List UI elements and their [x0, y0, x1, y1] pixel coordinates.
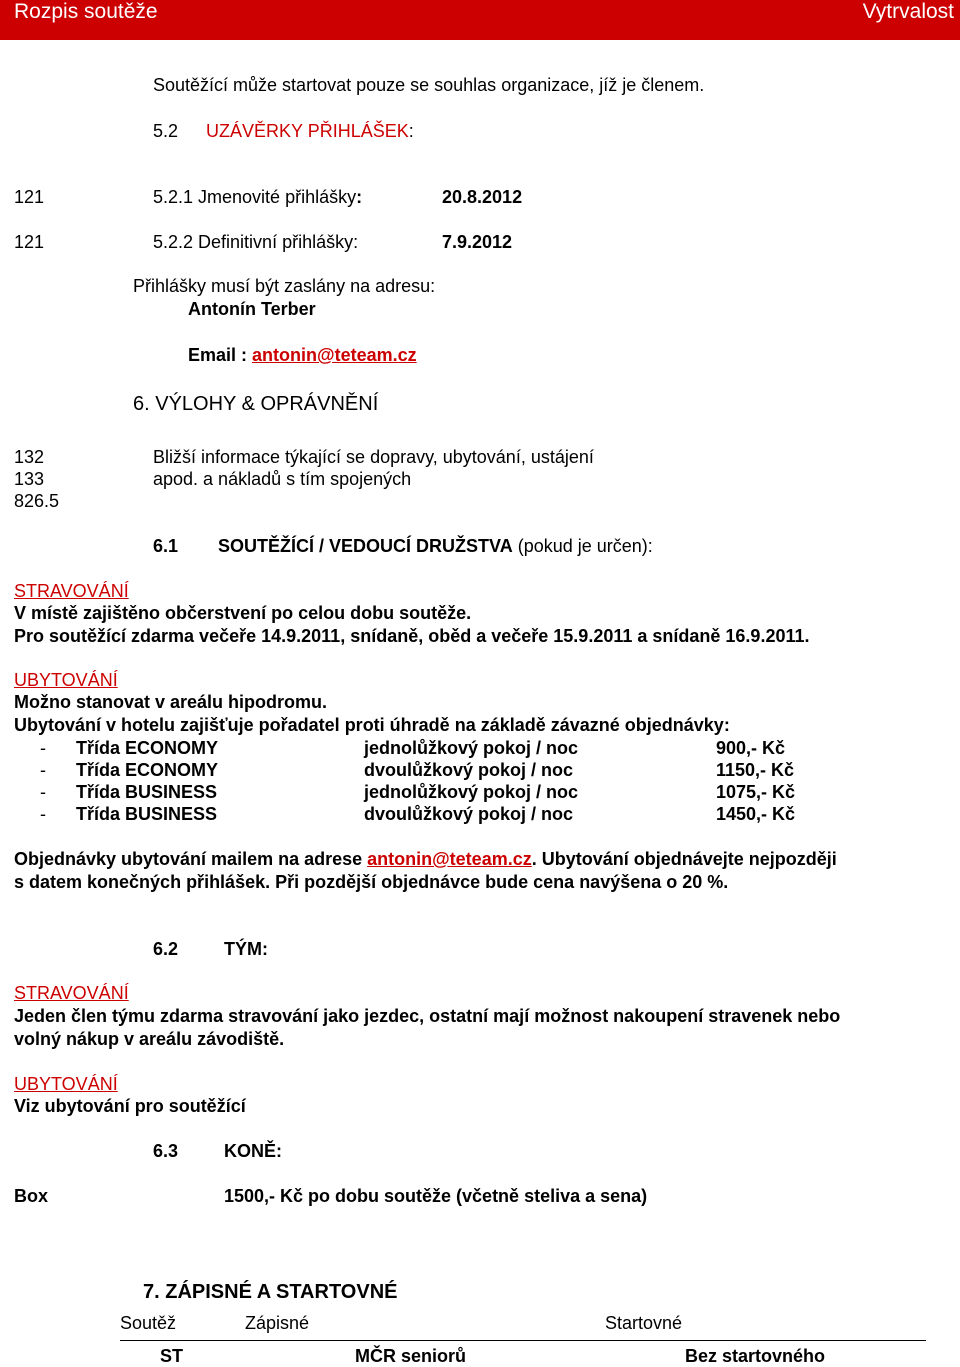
fees-divider: [120, 1340, 926, 1341]
fees-row-entry: MČR seniorů: [355, 1346, 467, 1366]
section-5-2-title: UZÁVĚRKY PŘIHLÁŠEK: [206, 121, 409, 141]
section-6-2-title: TÝM:: [224, 939, 268, 959]
stravovani-1-line-1: V místě zajištěno občerstvení po celou dobu soutěže.: [14, 603, 472, 623]
room-type: jednolůžkový pokoj / noc: [364, 738, 579, 758]
fees-header-competition: Soutěž: [120, 1313, 177, 1333]
order-line-2: s datem konečných přihlášek. Při pozdější objednávce bude cena navýšena o 20 %.: [14, 872, 729, 892]
address-name: Antonín Terber: [188, 299, 316, 319]
deadline-1-label: 5.2.1 Jmenovité přihlášky:: [153, 187, 363, 207]
info-side-2: 133: [14, 469, 45, 489]
section-6-3-title: KONĚ:: [224, 1141, 282, 1161]
info-side-1: 132: [14, 447, 45, 467]
room-type: dvoulůžkový pokoj / noc: [364, 804, 574, 824]
stravovani-2-line-2: volný nákup v areálu závodiště.: [14, 1029, 285, 1049]
info-line-2: apod. a nákladů s tím spojených: [153, 469, 412, 489]
room-class: Třída ECONOMY: [76, 760, 219, 780]
address-line: Přihlášky musí být zaslány na adresu:: [133, 276, 436, 296]
section-7-heading: 7. ZÁPISNÉ A STARTOVNÉ: [143, 1281, 398, 1303]
box-label: Box: [14, 1186, 49, 1206]
section-6-1-title: SOUTĚŽÍCÍ / VEDOUCÍ DRUŽSTVA: [218, 536, 513, 556]
header-title: Rozpis soutěže: [14, 0, 158, 23]
fees-header-entry: Zápisné: [245, 1313, 310, 1333]
deadline-2-side: 121: [14, 232, 45, 252]
header-right: Vytrvalost: [862, 0, 954, 23]
ubytovani-heading-2: UBYTOVÁNÍ: [14, 1074, 118, 1094]
stravovani-heading-2: STRAVOVÁNÍ: [14, 983, 129, 1003]
order-email-link[interactable]: antonin@teteam.cz: [367, 849, 532, 869]
section-6-1-number: 6.1: [153, 536, 179, 556]
fees-header-start: Startovné: [605, 1313, 683, 1333]
stravovani-heading-1: STRAVOVÁNÍ: [14, 581, 129, 601]
section-5-2-number: 5.2: [153, 121, 179, 141]
address-email: Email : antonin@teteam.cz: [188, 345, 417, 365]
stravovani-1-line-2: Pro soutěžící zdarma večeře 14.9.2011, snídaně, oběd a večeře 15.9.2011 a snídaně 16.9.2011.: [14, 626, 810, 646]
section-6-2-number: 6.2: [153, 939, 179, 959]
section-6-1-heading: 6.1 SOUTĚŽÍCÍ / VEDOUCÍ DRUŽSTVA (pokud je určen):: [153, 536, 653, 556]
room-price: 1450,- Kč: [716, 804, 796, 824]
deadline-2-date: 7.9.2012: [442, 232, 513, 252]
room-type: jednolůžkový pokoj / noc: [364, 782, 579, 802]
room-price: 1075,- Kč: [716, 782, 796, 802]
address-email-link[interactable]: antonin@teteam.cz: [252, 345, 417, 365]
room-class: Třída BUSINESS: [76, 804, 218, 824]
room-type: dvoulůžkový pokoj / noc: [364, 760, 574, 780]
room-class: Třída BUSINESS: [76, 782, 218, 802]
deadline-2-label: 5.2.2 Definitivní přihlášky:: [153, 232, 359, 252]
box-price: 1500,- Kč po dobu soutěže (včetně steliva a sena): [224, 1186, 648, 1206]
room-price: 900,- Kč: [716, 738, 786, 758]
info-side-3: 826.5: [14, 491, 60, 511]
section-5-2-heading: 5.2 UZÁVĚRKY PŘIHLÁŠEK:: [153, 121, 414, 141]
deadline-1-side: 121: [14, 187, 45, 207]
room-class: Třída ECONOMY: [76, 738, 219, 758]
section-6-3-number: 6.3: [153, 1141, 179, 1161]
room-price: 1150,- Kč: [716, 760, 795, 780]
deadline-1-date: 20.8.2012: [442, 187, 523, 207]
ubytovani-heading-1: UBYTOVÁNÍ: [14, 670, 118, 690]
stravovani-2-line-1: Jeden člen týmu zdarma stravování jako jezdec, ostatní mají možnost nakoupení stravenek nebo: [14, 1006, 841, 1026]
fees-row-start: Bez startovného: [685, 1346, 826, 1366]
ubytovani-2-line-1: Viz ubytování pro soutěžící: [14, 1096, 246, 1116]
info-line-1: Bližší informace týkající se dopravy, ubytování, ustájení: [153, 447, 594, 467]
ubytovani-1-line-1: Možno stanovat v areálu hipodromu.: [14, 692, 328, 712]
page-header: [0, 0, 960, 40]
fees-row-competition: ST: [160, 1346, 184, 1366]
section-6-heading: 6. VÝLOHY & OPRÁVNĚNÍ: [133, 393, 379, 415]
order-line-1: Objednávky ubytování mailem na adrese antonin@teteam.cz. Ubytování objednávejte nejpozději: [14, 849, 837, 869]
intro-text: Soutěžící může startovat pouze se souhlas organizace, jíž je členem.: [153, 75, 705, 95]
ubytovani-1-line-2: Ubytování v hotelu zajišťuje pořadatel proti úhradě na základě závazné objednávky:: [14, 715, 730, 735]
